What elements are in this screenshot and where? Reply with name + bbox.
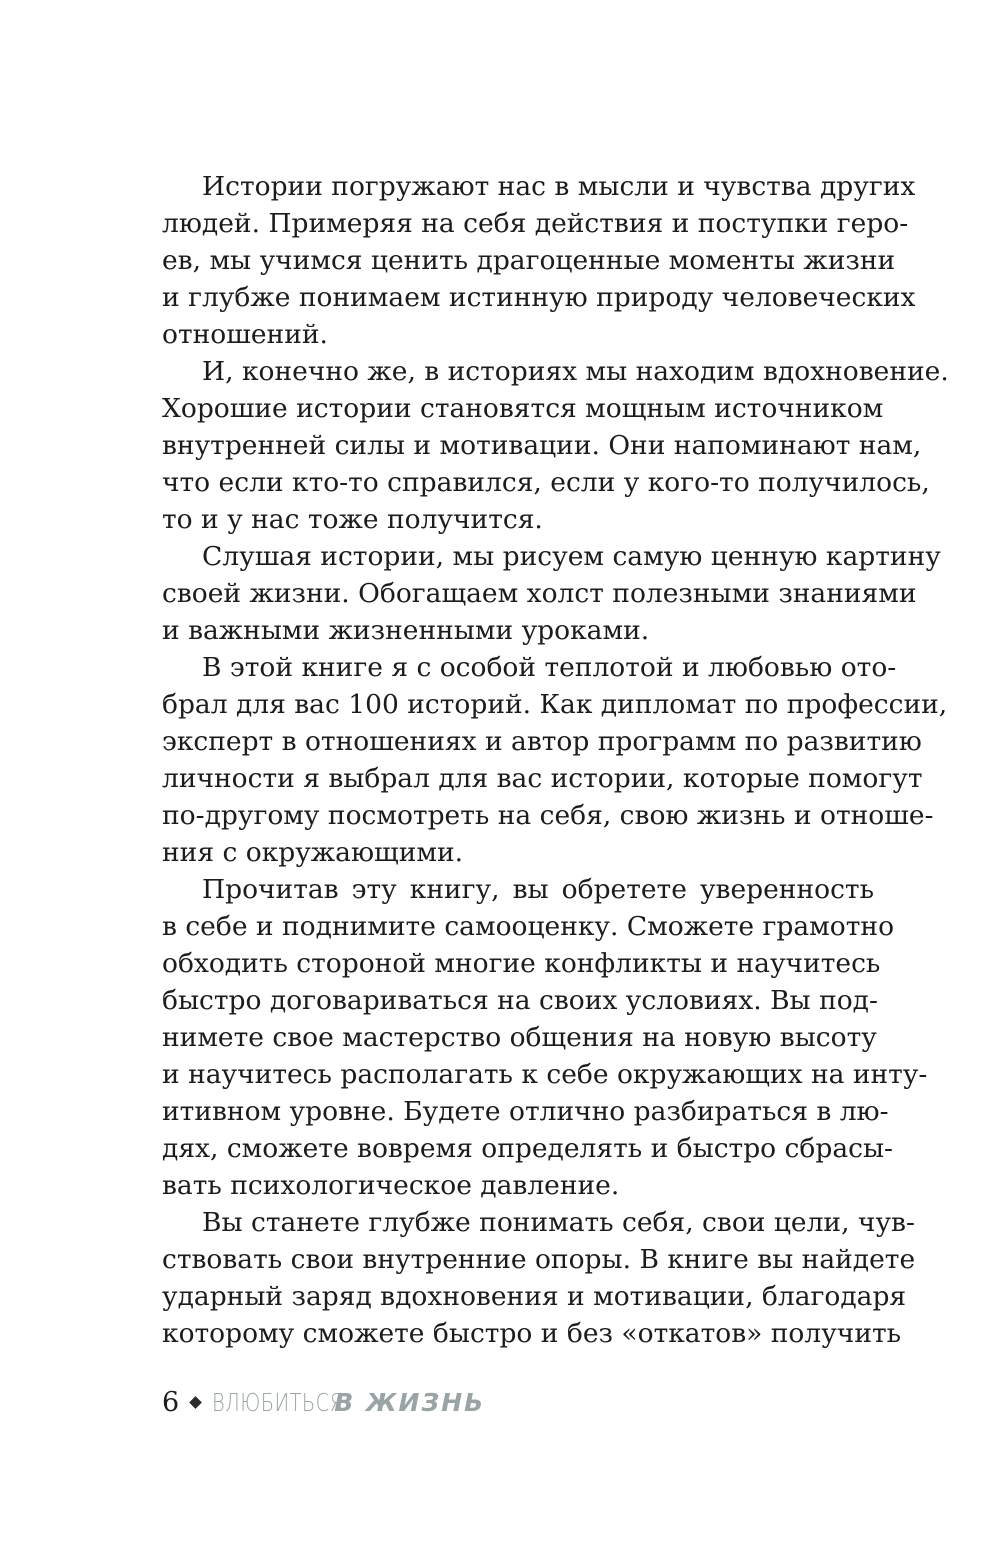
text-line: обходить стороной многие конфликты и научитесь	[162, 948, 881, 979]
text-line: Прочитав эту книгу, вы обретете уверенность	[202, 874, 874, 905]
text-line: вать психологическое давление.	[162, 1170, 620, 1201]
page-footer	[162, 1382, 485, 1422]
running-title-part2: В ЖИЗНЬ	[334, 1387, 486, 1417]
body-text	[162, 168, 949, 1352]
text-line: Истории погружают нас в мысли и чувства других	[202, 171, 916, 202]
text-line: внутренней силы и мотивации. Они напоминают нам,	[162, 430, 922, 461]
running-title-part1: ВЛЮБИТЬСЯ	[212, 1387, 344, 1417]
text-line: ствовать свои внутренние опоры. В книге вы найдете	[162, 1244, 916, 1275]
text-line: ев, мы учимся ценить драгоценные моменты жизни	[162, 245, 896, 276]
text-line: и важными жизненными уроками.	[162, 615, 650, 646]
paragraph	[162, 168, 916, 353]
text-line: Хорошие истории становятся мощным источником	[162, 393, 884, 424]
paragraph	[162, 871, 928, 1204]
text-line: людей. Примеряя на себя действия и поступки геро-	[162, 208, 909, 239]
text-line: по-другому посмотреть на себя, свою жизнь и отноше-	[162, 800, 934, 831]
text-line: своей жизни. Обогащаем холст полезными знаниями	[162, 578, 917, 609]
text-line: и глубже понимаем истинную природу человеческих	[162, 282, 916, 313]
text-line: и научитесь располагать к себе окружающих на инту-	[162, 1059, 928, 1090]
text-line: Слушая истории, мы рисуем самую ценную картину	[202, 541, 941, 572]
text-line: быстро договариваться на своих условиях. Вы под-	[162, 985, 878, 1016]
running-title	[212, 1388, 485, 1417]
text-line: И, конечно же, в историях мы находим вдохновение.	[202, 356, 949, 387]
text-line: В этой книге я с особой теплотой и любовью ото-	[202, 652, 897, 683]
text-line: эксперт в отношениях и автор программ по развитию	[162, 726, 922, 757]
text-line: Вы станете глубже понимать себя, свои цели, чув-	[202, 1207, 915, 1238]
paragraph	[162, 1204, 916, 1352]
text-line: которому сможете быстро и без «откатов» получить	[162, 1318, 902, 1349]
paragraph	[162, 353, 949, 538]
paragraph	[162, 538, 941, 649]
text-line: ударный заряд вдохновения и мотивации, благодаря	[162, 1281, 907, 1312]
text-line: в себе и поднимите самооценку. Сможете грамотно	[162, 911, 895, 942]
text-line: итивном уровне. Будете отлично разбираться в лю-	[162, 1096, 889, 1127]
paragraph	[162, 649, 948, 871]
text-line: отношений.	[162, 319, 328, 350]
text-line: личности я выбрал для вас истории, которые помогут	[162, 763, 923, 794]
text-line: ния с окружающими.	[162, 837, 464, 868]
text-line: дях, сможете вовремя определять и быстро сбрасы-	[162, 1133, 894, 1164]
text-line: нимете свое мастерство общения на новую высоту	[162, 1022, 877, 1053]
text-line: брал для вас 100 историй. Как дипломат по профессии,	[162, 689, 948, 720]
diamond-separator-icon	[189, 1396, 202, 1409]
text-line: что если кто-то справился, если у кого-то получилось,	[162, 467, 930, 498]
page-number: 6	[162, 1386, 180, 1418]
text-line: то и у нас тоже получится.	[162, 504, 543, 535]
